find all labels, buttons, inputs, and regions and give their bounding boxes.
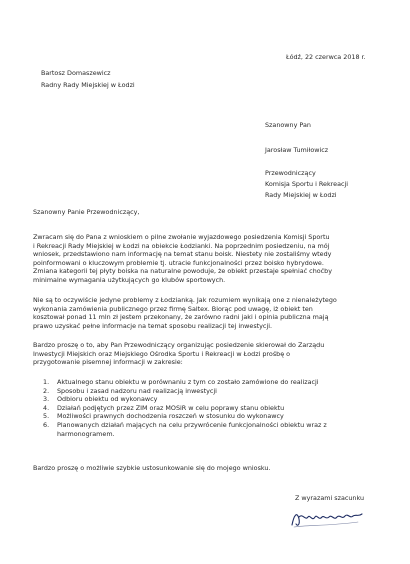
paragraph-line: wniosek, przedstawiono nam informację na temat stanu boisk. Niestety nie zostaliśmy wtedy	[33, 250, 332, 259]
greeting: Szanowny Panie Przewodniczący,	[33, 208, 140, 216]
list-item	[33, 395, 378, 404]
information-scope-list	[33, 378, 378, 438]
recipient-name: Jarosław Tumiłowicz	[265, 146, 329, 154]
closing-request: Bardzo proszę o możliwie szybkie ustosunkowanie się do mojego wniosku.	[33, 464, 271, 472]
paragraph-problems	[33, 296, 378, 330]
list-item-number: 6.	[43, 420, 50, 429]
recipient-committee: Komisja Sportu i Rekreacji	[265, 180, 349, 188]
paragraph-line: kosztował ponad 11 mln zł jestem przekonany, że zarówno radni jaki i opinia publiczna mają	[33, 313, 329, 322]
paragraph-line: przygotowanie pisemnej informacji w zakresie:	[33, 358, 183, 367]
list-item	[33, 378, 378, 387]
handwritten-signature	[288, 505, 368, 531]
paragraph-line: Nie są to oczywiście jedyne problemy z Łodzianką. Jak rozumiem wynikają one z nienależytego	[33, 296, 337, 304]
paragraph-request	[33, 233, 378, 285]
list-item-number: 4.	[43, 403, 50, 412]
paragraph-line: minimalne wymagania użytkujących go klubów sportowych.	[33, 275, 226, 284]
paragraph-line: i Rekreacji Rady Miejskiej w Łodzi na obiekcie Łodzianki. Na poprzednim posiedzeniu, na mój	[33, 241, 330, 250]
signature-drawing	[288, 505, 368, 531]
paragraph-scope	[33, 341, 378, 367]
list-item-text: Sposobu i zasad nadzoru nad realizacją inwestycji	[57, 386, 217, 395]
paragraph-line: poinformowani o kluczowym problemie tj. utracie funkcjonalności przez boisko hybrydowe.	[33, 258, 324, 267]
list-item	[33, 387, 378, 396]
list-item-text: Działań podjętych przez ZIM oraz MOSiR w celu poprawy stanu obiektu	[57, 403, 285, 412]
paragraph-line: Zmiana kategorii tej płyty boiska na naturalne powoduje, że obiekt przestaje spełniać choćby	[33, 267, 333, 276]
list-item-text: Możliwości prawnych dochodzenia roszczeń w stosunku do wykonawcy	[57, 412, 284, 421]
paragraph-line: Inwestycji Miejskich oraz Miejskiego Ośrodka Sportu i Rekreacji w Łodzi prośbę o	[33, 349, 291, 358]
recipient-salutation: Szanowny Pan	[265, 121, 311, 129]
date-line: Łódź, 22 czerwca 2018 r.	[286, 53, 366, 61]
list-item-text-continued: harmonogramem.	[57, 429, 115, 438]
recipient-role: Przewodniczący	[265, 169, 316, 177]
list-item-number: 3.	[43, 395, 50, 404]
list-item	[33, 404, 378, 413]
paragraph-line: wykonania zamówienia publicznego przez firmę Saltex. Biorąc pod uwagę, iż obiekt ten	[33, 304, 313, 313]
paragraph-line: Bardzo proszę o to, aby Pan Przewodniczący organizując posiedzenie skierował do Zarządu	[33, 341, 325, 349]
sender-name: Bartosz Domaszewicz	[41, 69, 111, 77]
recipient-council: Rady Miejskiej w Łodzi	[265, 191, 337, 199]
paragraph-line: prawo uzyskać pełne informacje na temat sposobu realizacji tej inwestycji.	[33, 321, 273, 330]
list-item-number: 5.	[43, 412, 50, 421]
list-item	[33, 412, 378, 421]
paragraph-line: Zwracam się do Pana z wnioskiem o pilne zwołanie wyjazdowego posiedzenia Komisji Sportu	[33, 233, 330, 241]
list-item-text: Aktualnego stanu obiektu w porównaniu z tym co zostało zamówione do realizacji	[57, 378, 319, 386]
list-item-number: 1.	[43, 378, 50, 386]
valediction: Z wyrazami szacunku	[295, 494, 365, 502]
list-item-number: 2.	[43, 386, 50, 395]
sender-title: Radny Rady Miejskiej w Łodzi	[41, 81, 135, 89]
list-item-text: Planowanych działań mających na celu przywrócenie funkcjonalności obiektu wraz z	[57, 420, 327, 429]
list-item	[33, 421, 378, 438]
list-item-text: Odbioru obiektu od wykonawcy	[57, 395, 158, 404]
